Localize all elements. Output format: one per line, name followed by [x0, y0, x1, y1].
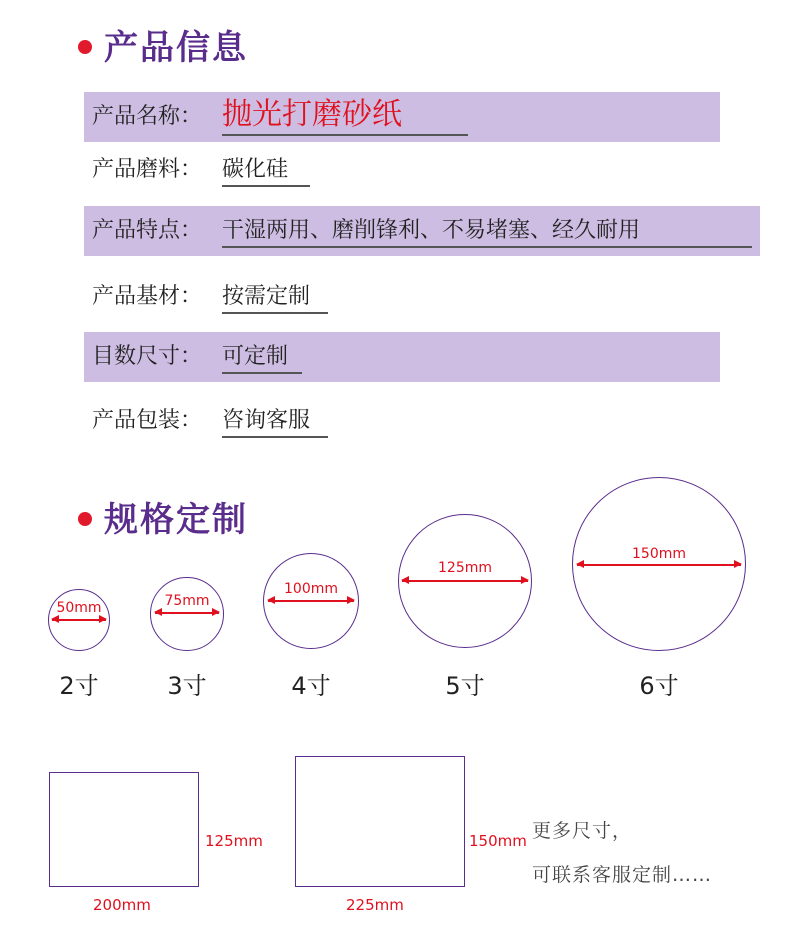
- section-bullet-dot: [78, 512, 92, 526]
- info-value-backing: 按需定制: [222, 282, 328, 314]
- info-value-name: 抛光打磨砂纸: [222, 96, 468, 136]
- disc-4-inch-dim: 100mm: [284, 581, 338, 597]
- product-info-title: 产品信息: [104, 28, 248, 68]
- info-label-features: 产品特点：: [92, 218, 203, 243]
- spec-title: 规格定制: [104, 500, 248, 540]
- info-label-backing: 产品基材：: [92, 284, 203, 309]
- dimension-arrow: [155, 612, 219, 614]
- disc-5-inch-size: 5寸: [445, 672, 485, 700]
- sheet-225x150: [295, 756, 465, 887]
- disc-2-inch-dim: 50mm: [56, 600, 102, 616]
- dimension-arrow: [268, 600, 354, 602]
- disc-3-inch-size: 3寸: [167, 672, 207, 700]
- sheet-1-width: 200mm: [93, 896, 151, 914]
- sheet-2-width: 225mm: [346, 896, 404, 914]
- info-value-packaging: 咨询客服: [222, 406, 328, 438]
- info-value-grit-size: 可定制: [222, 342, 302, 374]
- info-value-abrasive: 碳化硅: [222, 155, 310, 187]
- info-label-name: 产品名称：: [92, 104, 203, 129]
- more-sizes-note: 更多尺寸，: [532, 820, 633, 842]
- disc-2-inch-size: 2寸: [59, 672, 99, 700]
- info-label-packaging: 产品包装：: [92, 408, 203, 433]
- section-bullet-dot: [78, 40, 92, 54]
- sheet-200x125: [49, 772, 199, 887]
- disc-5-inch-dim: 125mm: [438, 560, 492, 576]
- info-label-abrasive: 产品磨料：: [92, 157, 203, 182]
- sheet-1-height: 125mm: [205, 832, 263, 850]
- contact-service-note: 可联系客服定制……: [532, 864, 713, 886]
- sheet-2-height: 150mm: [469, 832, 527, 850]
- dimension-arrow: [52, 619, 106, 621]
- info-value-features: 干湿两用、磨削锋利、不易堵塞、经久耐用: [222, 216, 752, 248]
- disc-6-inch-dim: 150mm: [632, 546, 686, 562]
- dimension-arrow: [577, 564, 741, 566]
- disc-6-inch-size: 6寸: [639, 672, 679, 700]
- dimension-arrow: [402, 580, 528, 582]
- disc-3-inch-dim: 75mm: [164, 593, 210, 609]
- disc-4-inch-size: 4寸: [291, 672, 331, 700]
- info-label-grit-size: 目数尺寸：: [92, 344, 203, 369]
